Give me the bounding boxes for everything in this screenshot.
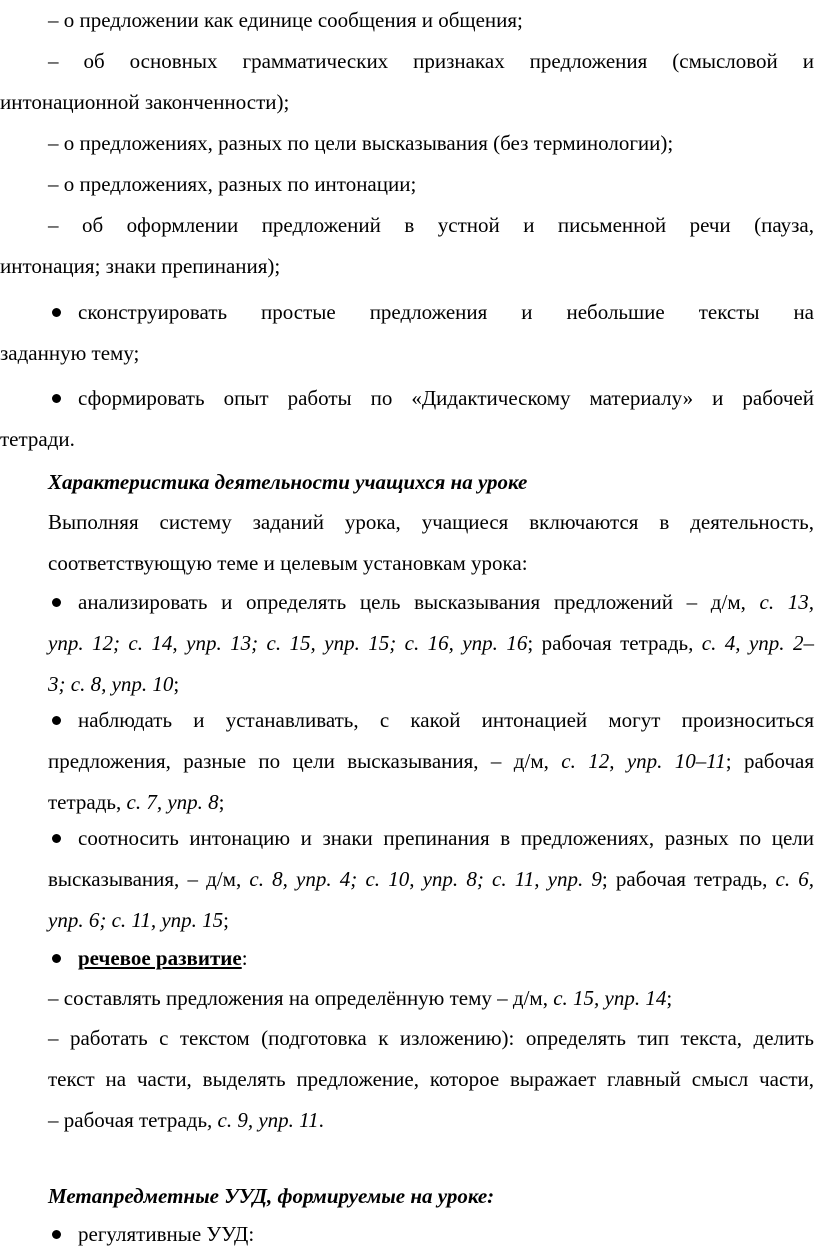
paragraph [0, 164, 814, 205]
text-line: интонация; знаки препинания); [0, 254, 281, 278]
paragraph [0, 41, 814, 123]
text-line: заданную тему; [0, 341, 140, 365]
text-line: – работать с текстом (подготовка к изложению): определять тип текста, делить [48, 1026, 814, 1050]
paragraph [0, 0, 814, 41]
text-line: соответствующую теме и целевым установкам урока: [48, 551, 528, 575]
text-line: регулятивные УУД: [78, 1222, 255, 1246]
text-line: – о предложениях, разных по цели высказывания (без терминологии); [48, 131, 674, 155]
section-heading: Характеристика деятельности учащихся на уроке [48, 470, 528, 494]
text-line: предложения, разные по цели высказывания, – д/м, с. 12, упр. 10–11; рабочая [48, 749, 814, 773]
text-line: наблюдать и устанавливать, с какой интонацией могут произноситься [78, 708, 814, 732]
text-line: – об основных грамматических признаках предложения (смысловой и [48, 49, 814, 73]
paragraph [0, 502, 814, 584]
paragraph [0, 205, 814, 287]
text-line: высказывания, – д/м, с. 8, упр. 4; с. 10, упр. 8; с. 11, упр. 9; рабочая тетрадь, с. 6, [48, 867, 814, 891]
text-line: сконструировать простые предложения и небольшие тексты на [78, 300, 814, 324]
text-line: анализировать и определять цель высказывания предложений – д/м, с. 13, [78, 590, 815, 614]
text-line: текст на части, выделять предложение, которое выражает главный смысл части, [48, 1067, 814, 1091]
text-line: упр. 12; с. 14, упр. 13; с. 15, упр. 15; с. 16, упр. 16; рабочая тетрадь, с. 4, упр. 2– [48, 631, 814, 655]
text-line: соотносить интонацию и знаки препинания в предложениях, разных по цели [78, 826, 814, 850]
text-line: тетради. [0, 427, 75, 451]
text-line: – рабочая тетрадь, с. 9, упр. 11. [48, 1108, 324, 1132]
text-line: – о предложении как единице сообщения и общения; [48, 8, 523, 32]
text-line: 3; с. 8, упр. 10; [48, 672, 180, 696]
paragraph [0, 123, 814, 164]
text-line: Выполняя систему заданий урока, учащиеся включаются в деятельность, [48, 510, 814, 534]
text-line: тетрадь, с. 7, упр. 8; [48, 790, 225, 814]
text-line: упр. 6; с. 11, упр. 15; [48, 908, 229, 932]
text-line: – об оформлении предложений в устной и письменной речи (пауза, [48, 213, 814, 237]
text-line: – составлять предложения на определённую тему – д/м, с. 15, упр. 14; [48, 986, 673, 1010]
section-heading: Метапредметные УУД, формируемые на уроке: [48, 1184, 495, 1208]
text-line: сформировать опыт работы по «Дидактическому материалу» и рабочей [78, 386, 814, 410]
text-line: речевое развитие: [78, 946, 248, 970]
paragraph [0, 1018, 814, 1141]
text-line: интонационной законченности); [0, 90, 290, 114]
text-line: – о предложениях, разных по интонации; [48, 172, 417, 196]
paragraph [0, 978, 814, 1019]
